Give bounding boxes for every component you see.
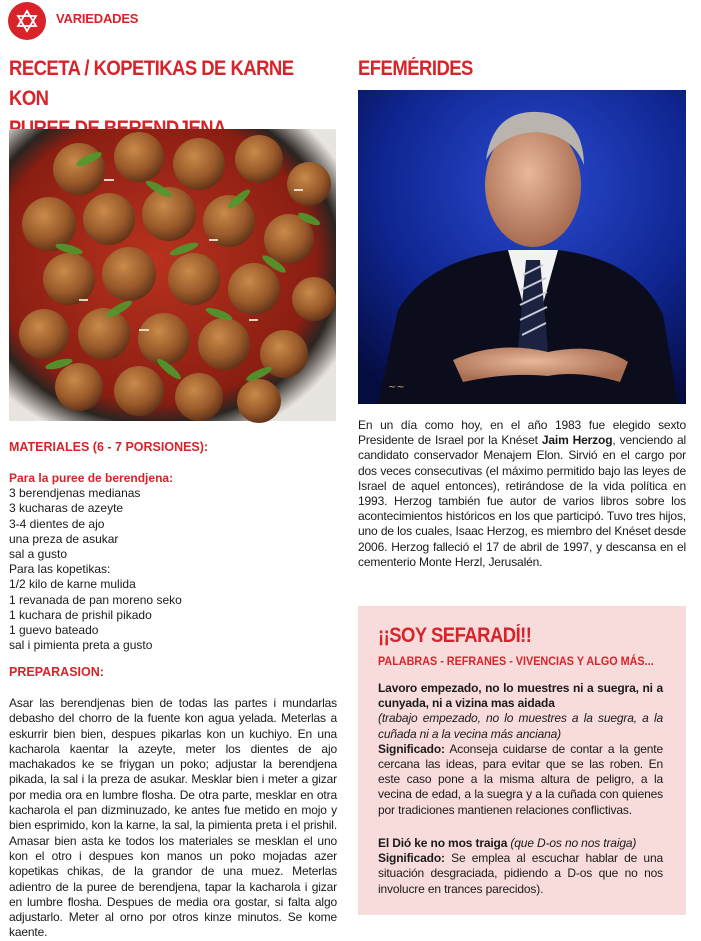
efemerides-text-part: , venciendo al candidato conservador Menajem Elon. Sirvió en el cargo por dos veces consecutivas (el máximo permitido bajo las leyes de Israel de aquel entonces), retirándose de la vida política en 1993. Herzog también fue autor de varios libros sobre los acontecimientos históricos en los que participó. Tuvo tres hijos, uno de los cuales, Isaac Herzog, es miembro del Knéset desde 2006. Herzog falleció el 17 de abril de 1997, y descansa en el cementerio Monte Herzl, Jerusalén. (358, 433, 687, 569)
list-item: 1 guevo bateado (9, 623, 99, 638)
star-of-david-icon (15, 9, 39, 33)
herzog-name: Jaim Herzog (541, 433, 613, 448)
meatballs-illustration (9, 129, 336, 421)
list-item: 1/2 kilo de karne mulida (9, 577, 136, 592)
efemerides-text-part: En un día como hoy, en el año 1983 fue elegido sexto Presidente de Israel por la Knéset (358, 418, 686, 448)
saying-heading (378, 836, 663, 851)
efemerides-title: EFEMÉRIDES (358, 57, 473, 80)
list-item: 1 revanada de pan moreno seko (9, 592, 182, 607)
list-item: una preza de asukar (9, 531, 119, 546)
saying-phrase: El Dió ke no mos traiga (378, 836, 508, 850)
kopetikas-subheading: Para las kopetikas: (9, 562, 111, 577)
saying-phrase: Lavoro empezado, no lo muestres ni a suegra, ni a cunyada, ni a vizina mas aidada (378, 681, 663, 711)
saying-meaning (378, 742, 663, 818)
saying-translation: (que D-os no nos traiga) (507, 836, 637, 850)
preparation-heading: PREPARASION: (9, 665, 104, 679)
ingredients-list (9, 471, 339, 653)
meaning-text: Aconseja cuidarse de contar a la gente cercana las ideas, para evitar que se las roben. En este caso pone a la misma altura de peligro, a la vecina de edad, a la suegra y a la cuñada con quienes por tradiciones mantienen relaciones conflictivas. (378, 741, 663, 817)
saying-translation: (trabajo empezado, no lo muestres a la suegra, a la cuñada ni a la vecina más anciana) (378, 711, 663, 741)
section-label: VARIEDADES (56, 11, 139, 26)
meaning-text: Se emplea al escuchar hablar de una situación desgraciada, pidiendo a D-os que no nos involucre en trances parecidos). (378, 851, 663, 896)
list-item: sal a gusto (9, 547, 68, 562)
section-badge (8, 2, 46, 40)
list-item: sal i pimienta preta a gusto (9, 638, 153, 653)
materials-heading: MATERIALES (6 - 7 PORSIONES): (9, 440, 209, 454)
sefaradi-title: ¡¡SOY SEFARADÍ!! (378, 624, 532, 647)
list-item: 3 kucharas de azeyte (9, 501, 124, 516)
signature: ~~ (388, 382, 405, 393)
saying-meaning (378, 851, 663, 897)
meaning-label: Significado: (378, 741, 445, 756)
saying-entry (378, 681, 663, 818)
meatballs-photo (9, 129, 336, 421)
list-item: 1 kuchara de prishil pikado (9, 607, 152, 622)
puree-subheading: Para la puree de berendjena: (9, 471, 174, 485)
list-item: 3-4 dientes de ajo (9, 516, 105, 531)
preparation-text: Asar las berendjenas bien de todas las partes i mundarlas debasho del chorro de la fuente kon agua yelada. Meterlas a eskurrir bien bien, despues pikarlas kon un kuchiyo. En una kacharola kaentar la azeyte, meter los dientes de ajo machakados ke se friygan un poko; adjustar la berendjena pikada, la sal i la preza de asukar. Mesklar bien i meter a gizar por media ora en lumbre flosha. De otra parte, mesklar en otra kacharola el pan dizminuzado, ke antes fue metido en mojo y bien esprimido, kon la karne, la sal, la pimienta preta i el prishil. Amasar bien asta ke todos los materiales se mesklan el uno kon el otro i despues kon manos un poko mojadas azer kopetikas chikas, de la grandor de una muez. Meterlas adientro de la puree de berendjena, tapar la kacharola i gizar en lumbre flosha. Despues de media ora gostar, si falta algo adjustarlo. Meter al orno por otros kinze minutos. Se kome kaente. (9, 696, 337, 940)
sefaradi-subtitle: PALABRAS - REFRANES - VIVENCIAS Y ALGO MÁS... (378, 654, 654, 668)
efemerides-text (358, 418, 686, 570)
soy-sefaradi-box (358, 606, 686, 915)
herzog-portrait-photo (358, 90, 686, 404)
portrait-illustration (358, 90, 686, 404)
meaning-label: Significado: (378, 851, 445, 866)
list-item: 3 berendjenas medianas (9, 486, 141, 501)
recipe-title-line1: RECETA / KOPETIKAS DE KARNE KON (9, 57, 294, 110)
saying-entry (378, 836, 663, 897)
